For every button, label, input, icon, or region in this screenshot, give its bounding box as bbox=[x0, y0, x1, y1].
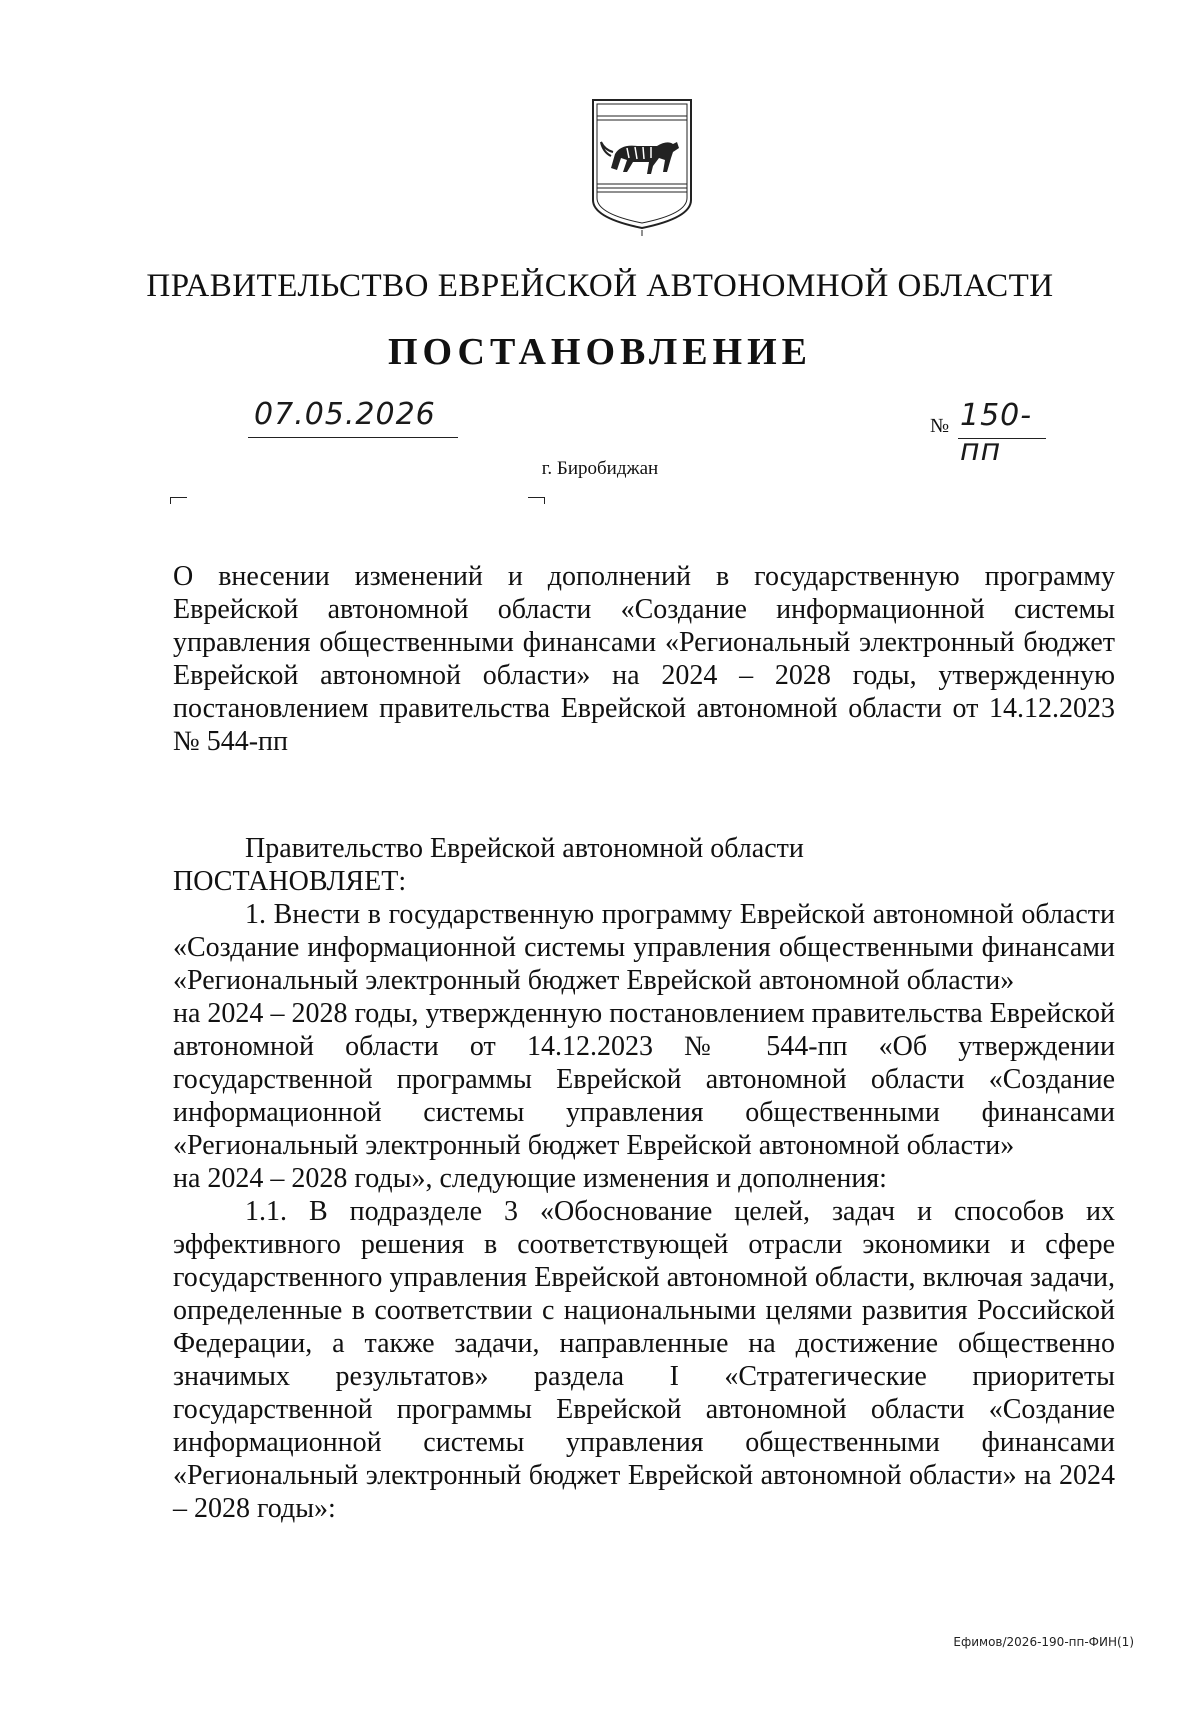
city: г. Биробиджан bbox=[541, 458, 659, 479]
corner-mark-right bbox=[528, 497, 545, 504]
date-field bbox=[248, 395, 458, 438]
preamble-line-1: Правительство Еврейской автономной области bbox=[245, 833, 804, 864]
item-1-1: 1.1. В подразделе 3 «Обоснование целей, задач и способов их эффективного решения в соответствующей отрасли экономики и сфере государственного управления Еврейской автономной области, включая задачи, определенные в соответствии с национальными целями развития Российской Федерации, а также задачи, направленные на достижение общественно значимых результатов» раздела I «Стратегические приоритеты государственной программы Еврейской автономной области «Создание информационной системы управления общественными финансами «Региональный электронный бюджет Еврейской автономной области» на 2024 – 2028 годы»: bbox=[173, 1196, 1115, 1524]
subject-text: О внесении изменений и дополнений в государственную программу Еврейской автономной области «Создание информационной системы управления общественными финансами «Региональный электронный бюджет Еврейской автономной области» на 2024 – 2028 годы, утвержденную постановлением правительства Еврейской автономной области от 14.12.2023 № 544-пп bbox=[173, 561, 1115, 757]
government-title: ПРАВИТЕЛЬСТВО ЕВРЕЙСКОЙ АВТОНОМНОЙ ОБЛАСТИ bbox=[146, 268, 1054, 304]
handwritten-number: 150-пп bbox=[960, 398, 1033, 468]
item-1-part-2: на 2024 – 2028 годы, утвержденную постановлением правительства Еврейской автономной области от 14.12.2023 № 544-пп «Об утверждении государственной программы Еврейской автономной области «Создание информационной системы управления общественными финансами «Региональный электронный бюджет Еврейской автономной области» bbox=[173, 998, 1115, 1161]
body-text bbox=[173, 832, 1115, 1525]
corner-mark-left bbox=[170, 497, 187, 504]
document-type: ПОСТАНОВЛЕНИЕ bbox=[387, 331, 813, 373]
number-label: № bbox=[930, 415, 950, 437]
coat-of-arms-tiger-icon bbox=[587, 96, 697, 236]
handwritten-date: 07.05.2026 bbox=[254, 397, 436, 432]
subject-block bbox=[173, 560, 1115, 758]
footer-reference: Ефимов/2026-190-пп-ФИН(1) bbox=[953, 1635, 1134, 1649]
preamble-line-2: ПОСТАНОВЛЯЕТ: bbox=[173, 866, 407, 897]
number-field bbox=[958, 398, 1046, 468]
item-1-part-1: 1. Внести в государственную программу Еврейской автономной области «Создание информационной системы управления общественными финансами «Региональный электронный бюджет Еврейской автономной области» bbox=[173, 899, 1115, 996]
item-1-part-3: на 2024 – 2028 годы», следующие изменения и дополнения: bbox=[173, 1163, 887, 1194]
